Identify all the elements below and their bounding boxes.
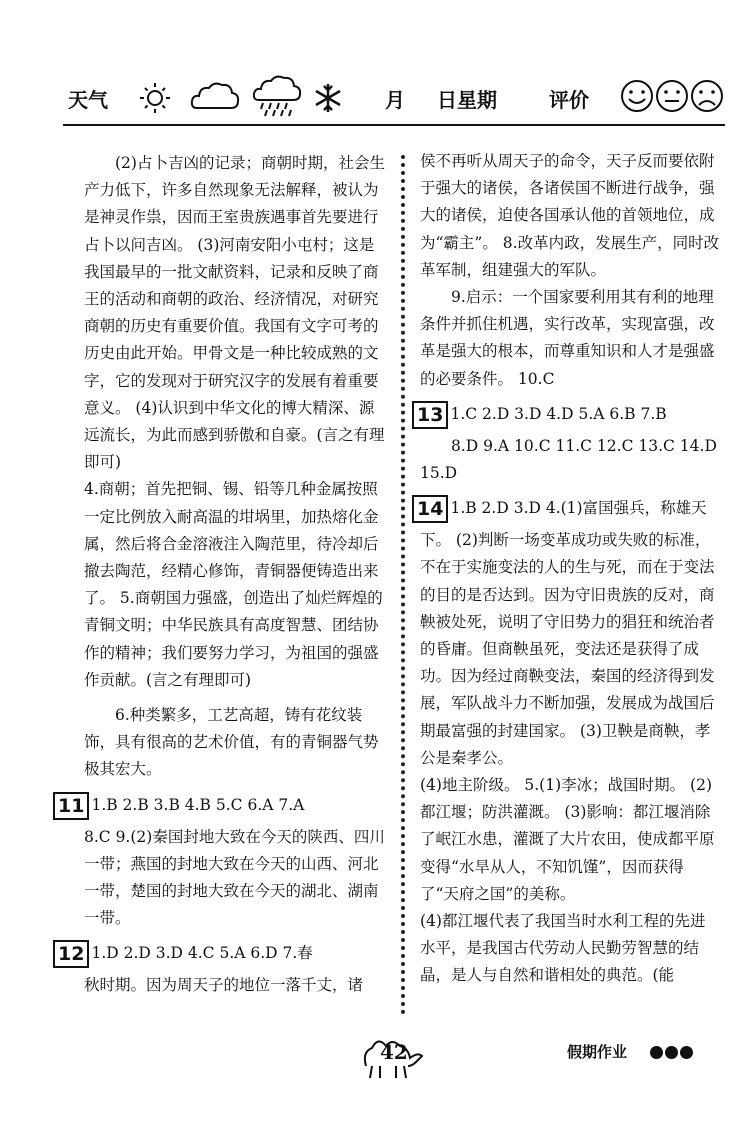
answer-paragraph: 8.D 9.A 10.C 11.C 12.C 13.C 14.D 15.D [420, 436, 717, 483]
answer-paragraph: 4.商朝；首先把铜、锡、铅等几种金属按照一定比例放入耐高温的坩埚里，加热熔化金属，然后将合金溶液注入陶范里，待冷却后撤去陶范，经精心修饰，青铜器便铸造出来了。 5.商朝国力强盛，创造出了灿烂辉煌的青铜文明；中华民族具有高度智慧、团结协作的精神；我们要努力学习，为祖国的强盛作贡献。(言之有理即可) [84, 480, 383, 689]
page-number: 42 [380, 1040, 408, 1064]
weather-label: 天气 [68, 88, 108, 112]
section-number: 14 [412, 495, 448, 523]
left-column [58, 150, 389, 1000]
happy-face-icon [620, 78, 654, 114]
section-12 [53, 940, 389, 968]
answer-paragraph: (4)地主阶级。 5.(1)李冰；战国时期。 (2)都江堰；防洪灌溉。 (3)影响：都江堰消除了岷江水患，灌溉了大片农田，使成都平原变得“水旱从人，不知饥馑”，因而获得了“天府之国”的美称。 [420, 776, 715, 903]
section-13 [412, 401, 720, 429]
dot-icon [665, 1046, 678, 1059]
column-divider [401, 155, 405, 1015]
answer-line: 1.B 2.B 3.B 4.B 5.C 6.A 7.A [91, 795, 305, 814]
answer-paragraph: 侯不再听从周天子的命令，天子反而要依附于强大的诸侯，各诸侯国不断进行战争，强大的诸侯，迫使各国承认他的首领地位，成为“霸主”。 8.改革内政，发展生产，同时改革军制，组建强大的军队。 [420, 152, 720, 279]
evaluation-label: 评价 [549, 88, 589, 112]
section-number: 12 [53, 940, 89, 968]
right-column [417, 148, 720, 990]
section-14 [412, 495, 720, 523]
section-11 [53, 792, 389, 820]
month-label: 月 [385, 88, 405, 112]
answer-paragraph: 8.C 9.(2)秦国封地大致在今天的陕西、四川一带；燕国的封地大致在今天的山西、河北一带，楚国的封地大致在今天的湖北、湖南一带。 [84, 827, 385, 928]
answer-line: 1.B 2.D 3.D 4.(1)富国强兵，称雄天 [450, 499, 707, 518]
answer-line: 1.D 2.D 3.D 4.C 5.A 6.D 7.春 [91, 944, 313, 963]
answer-paragraph: 6.种类繁多，工艺高超，铸有花纹装饰，具有很高的艺术价值，有的青铜器气势极其宏大。 [84, 706, 379, 779]
answer-paragraph: 秋时期。因为周天子的地位一落千丈，诸 [84, 976, 364, 995]
page-header [65, 72, 725, 122]
section-number: 11 [53, 792, 89, 820]
answer-paragraph: (4)都江堰代表了我国当时水利工程的先进水平，是我国古代劳动人民勤劳智慧的结晶，是人与自然和谐相处的典范。(能 [420, 912, 706, 985]
answer-paragraph: 9.启示：一个国家要利用其有利的地理条件并抓住机遇，实行改革，实现富强，改革是强大的根本，而尊重知识和人才是强盛的必要条件。 10.C [420, 288, 715, 388]
answer-paragraph: 下。 (2)判断一场变革成功或失败的标准，不在于实施变法的人的生与死，而在于变法的目的是否达到。因为守旧贵族的反对，商鞅被处死，说明了守旧势力的猖狂和统治者的昏庸。但商鞅虽死，变法还是获得了成功。因为经过商鞅变法，秦国的经济得到发展，军队战斗力不断加强，发展成为战国后期最富强的封建国家。 (3)卫鞅是商鞅，孝公是秦孝公。 [420, 531, 715, 767]
snowflake-icon [311, 72, 345, 118]
day-week-label: 日星期 [437, 88, 497, 112]
sun-icon [137, 72, 173, 118]
answer-line: 1.C 2.D 3.D 4.D 5.A 6.B 7.B [450, 404, 667, 423]
footer-label: 假期作业 [567, 1043, 628, 1061]
cloud-icon [189, 72, 241, 118]
section-number: 13 [412, 401, 448, 429]
footer-dots [650, 1044, 695, 1063]
rain-cloud-icon [251, 72, 303, 118]
sad-face-icon [690, 78, 724, 114]
header-rule [63, 124, 725, 126]
dot-icon [650, 1046, 663, 1059]
answer-paragraph: (2)占卜吉凶的记录；商朝时期，社会生产力低下，许多自然现象无法解释，被认为是神灵作祟，因而王室贵族遇事首先要进行占卜以问吉凶。 (3)河南安阳小屯村；这是我国最早的一批文献资料，记录和反映了商王的活动和商朝的政治、经济情况，对研究商朝的历史有重要价值。我国有文字可考的历史由此开始。甲骨文是一种比较成熟的文字，它的发现对于研究汉字的发展有着重要意义。 (4)认识到中华文化的博大精深、源远流长，为此而感到骄傲和自豪。(言之有理即可) [84, 154, 385, 472]
dot-icon [680, 1046, 693, 1059]
neutral-face-icon [655, 78, 689, 114]
